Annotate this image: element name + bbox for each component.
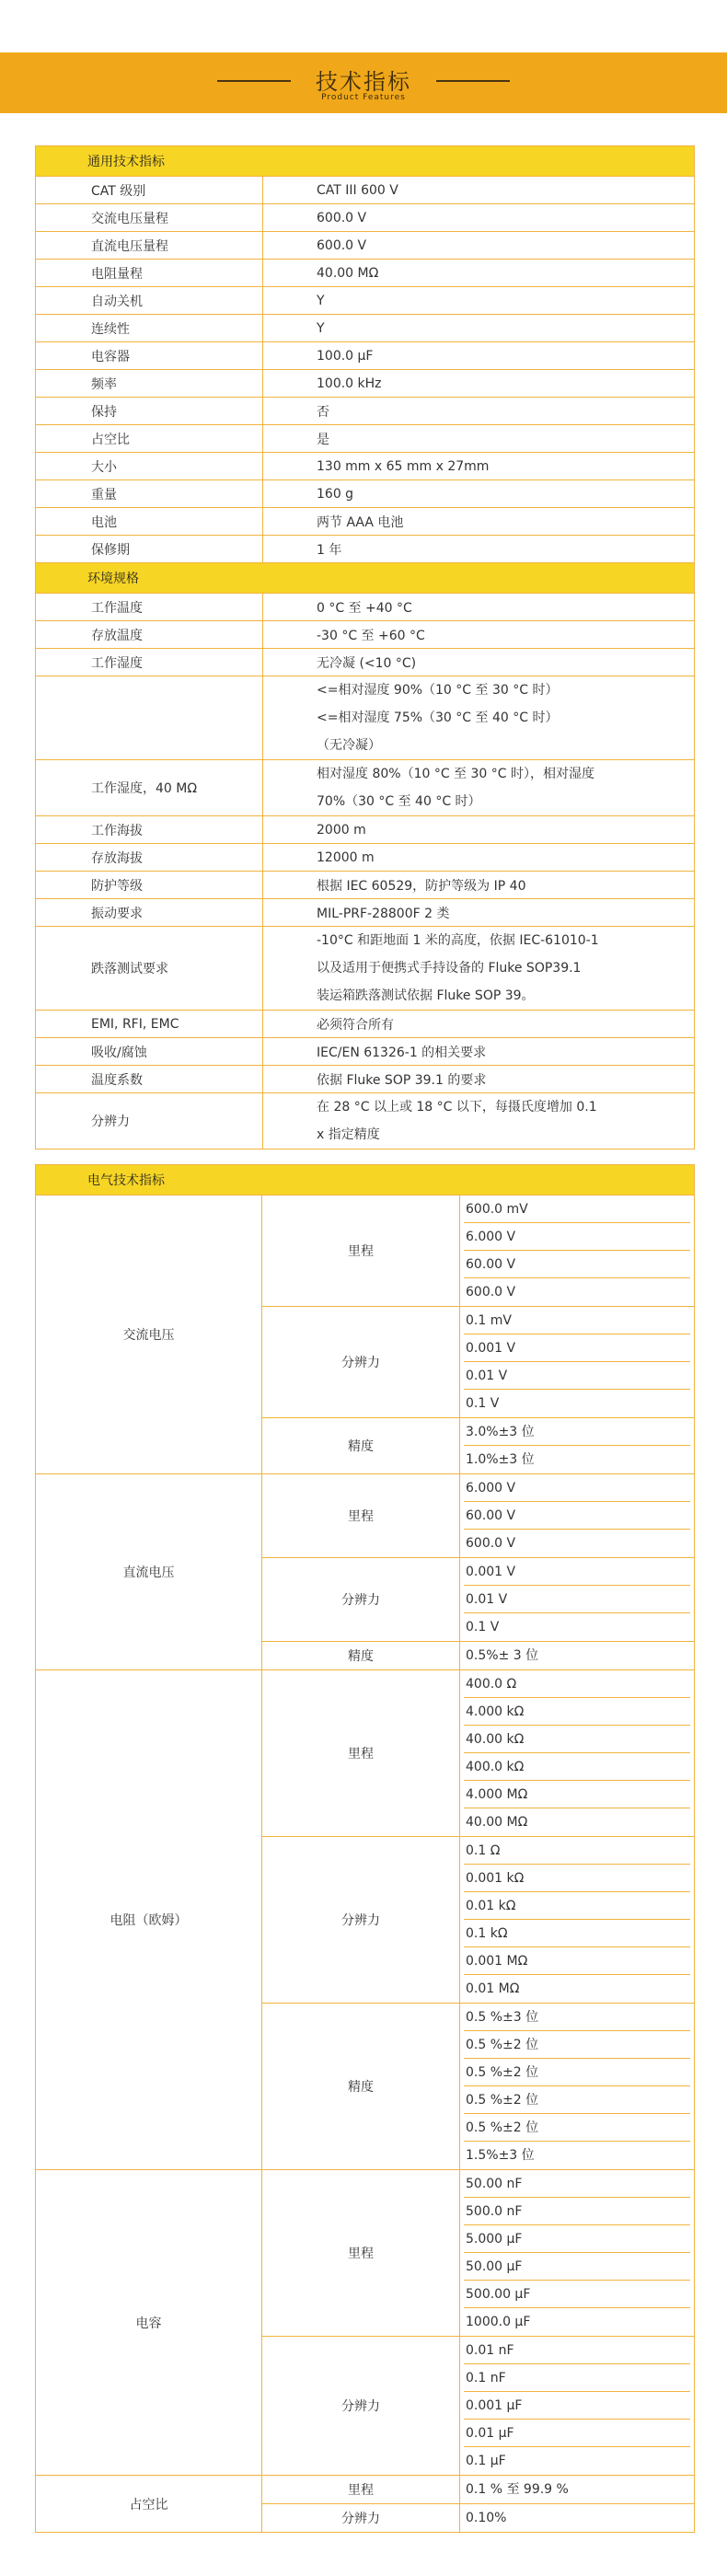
electrical-spec-row [36,1196,695,1307]
spec-value: 0.001 μF [464,2392,690,2420]
spec-value: 100.0 kHz [263,370,695,398]
spec-value: 0.01 μF [464,2420,690,2447]
general-spec-row [36,453,695,480]
spec-value: CAT III 600 V [263,177,695,204]
measurement-category: 占空比 [36,2476,262,2533]
spec-value-line: 以及适用于便携式手持设备的 Fluke SOP39.1 [317,961,582,976]
spec-value: 100.0 μF [263,342,695,370]
measurement-category: 电容 [36,2170,262,2476]
spec-parameter: 分辨力 [262,1558,460,1642]
spec-value: 5.000 μF [464,2225,690,2253]
spec-value: 根据 IEC 60529，防护等级为 IP 40 [263,872,695,899]
spec-value: 0.001 V [464,1334,690,1362]
spec-label: 占空比 [36,425,263,453]
spec-value: 6.000 V [464,1474,690,1502]
spec-value [263,1093,695,1149]
spec-value: 600.0 V [466,1285,516,1300]
environment-spec-row [36,1011,695,1038]
environment-spec-row [36,872,695,899]
spec-value: 0.01 V [464,1362,690,1390]
general-spec-row [36,342,695,370]
spec-value: 0.01 nF [464,2337,690,2364]
spec-value: 4.000 MΩ [464,1781,690,1808]
spec-value: 6.000 V [464,1223,690,1251]
spec-label: 温度系数 [36,1066,263,1093]
humidity-detail-row [36,676,695,760]
spec-value: 50.00 nF [464,2170,690,2198]
general-spec-row [36,315,695,342]
spec-value: 0.01 kΩ [464,1892,690,1920]
spec-label: 保修期 [36,536,263,563]
spec-label: 存放温度 [36,621,263,649]
spec-value: 160 g [263,480,695,508]
spec-value: 0.5 %±2 位 [464,2114,690,2142]
resolution-row [36,1093,695,1149]
spec-value: 400.0 Ω [464,1670,690,1698]
spec-label: 直流电压量程 [36,232,263,260]
electrical-section-title: 电气技术指标 [36,1165,695,1196]
spec-value-line: 相对湿度 80%（10 °C 至 30 °C 时），相对湿度 [317,767,594,781]
spec-value: 0.1 V [466,1620,500,1635]
general-spec-row [36,425,695,453]
electrical-spec-row [36,2170,695,2337]
spec-label: CAT 级别 [36,177,263,204]
spec-values [460,1642,695,1670]
spec-value: -30 °C 至 +60 °C [263,621,695,649]
spec-label: 电池 [36,508,263,536]
spec-value: 40.00 MΩ [466,1815,528,1830]
spec-value: 0.1 μF [466,2454,506,2468]
spec-value-line: （无冷凝） [317,738,381,753]
spec-value: 0.1 nF [464,2364,690,2392]
spec-value [263,927,695,1011]
spec-parameter: 分辨力 [262,2504,460,2533]
measurement-category: 交流电压 [36,1196,262,1474]
spec-value: 否 [263,398,695,425]
general-spec-row [36,204,695,232]
spec-label: 存放海拔 [36,844,263,872]
electrical-specs-table [35,1164,695,2533]
humidity-40mohm-row [36,760,695,816]
spec-value-line: 70%（30 °C 至 40 °C 时） [317,794,481,809]
spec-value: 500.00 μF [464,2281,690,2308]
spec-value: 0.1 mV [464,1307,690,1334]
spec-label: 电阻量程 [36,260,263,287]
spec-value: 0.001 MΩ [464,1947,690,1975]
general-specs-table [35,145,695,1149]
spec-label: 大小 [36,453,263,480]
environment-spec-row [36,621,695,649]
electrical-spec-row [36,1670,695,1837]
electrical-spec-row [36,1474,695,1558]
spec-value-line: x 指定精度 [317,1127,380,1142]
spec-label: 频率 [36,370,263,398]
general-section-header-title: 通用技术指标 [36,146,695,177]
spec-parameter: 精度 [262,2004,460,2170]
spec-values [460,2476,695,2504]
spec-value: 0.5 %±2 位 [464,2059,690,2086]
page-title: 技术指标 [316,69,411,95]
spec-value: 必须符合所有 [263,1011,695,1038]
spec-label: 跌落测试要求 [36,927,263,1011]
spec-value: Y [263,287,695,315]
electrical-section-header [36,1165,695,1196]
spec-parameter: 精度 [262,1418,460,1474]
header-banner [0,52,727,113]
spec-value: 0.001 V [464,1558,690,1586]
spec-value-line: <=相对湿度 75%（30 °C 至 40 °C 时） [317,710,559,725]
spec-value: 1.0%±3 位 [466,1452,535,1467]
general-spec-row [36,260,695,287]
spec-value: Y [263,315,695,342]
spec-value: 0.5 %±2 位 [464,2086,690,2114]
spec-value-line: -10°C 和距地面 1 米的高度，依据 IEC-61010-1 [317,933,599,948]
general-spec-row [36,232,695,260]
general-spec-row [36,536,695,563]
spec-parameter: 里程 [262,2476,460,2504]
spec-parameter: 里程 [262,1474,460,1558]
general-spec-row [36,287,695,315]
spec-value: 2000 m [263,816,695,844]
spec-label: 工作湿度，40 MΩ [36,760,263,816]
spec-label: 保持 [36,398,263,425]
spec-parameter: 里程 [262,1670,460,1837]
spec-value: 0.5%± 3 位 [466,1648,539,1663]
environment-spec-row [36,649,695,676]
electrical-spec-row [36,2476,695,2504]
spec-value: IEC/EN 61326-1 的相关要求 [263,1038,695,1066]
spec-value: 0.001 kΩ [464,1865,690,1892]
spec-value: 依据 Fluke SOP 39.1 的要求 [263,1066,695,1093]
spec-value [263,760,695,816]
spec-value: 0.1 kΩ [464,1920,690,1947]
spec-value: 0.01 MΩ [466,1981,520,1996]
general-spec-row [36,480,695,508]
spec-value [263,676,695,760]
spec-values [460,1474,695,1558]
spec-parameter: 分辨力 [262,2337,460,2476]
spec-values [460,1558,695,1642]
spec-value: 0.5 %±2 位 [464,2031,690,2059]
general-spec-row [36,398,695,425]
spec-label: 工作湿度 [36,649,263,676]
environment-spec-row [36,899,695,927]
spec-label: 重量 [36,480,263,508]
spec-value: 1000.0 μF [466,2315,531,2329]
spec-parameter: 里程 [262,1196,460,1307]
environment-spec-row [36,844,695,872]
spec-label: 工作温度 [36,594,263,621]
spec-values [460,1837,695,2004]
environment-section-header-title: 环境规格 [36,563,695,594]
spec-value: 无冷凝 (<10 °C) [263,649,695,676]
spec-value: 0.5 %±3 位 [464,2004,690,2031]
spec-label: 分辨力 [36,1093,263,1149]
spec-value: 1.5%±3 位 [466,2148,535,2163]
spec-label: 吸收/腐蚀 [36,1038,263,1066]
spec-label: 电容器 [36,342,263,370]
spec-values [460,1307,695,1418]
environment-spec-row [36,816,695,844]
spec-label: EMI, RFI, EMC [36,1011,263,1038]
spec-label: 自动关机 [36,287,263,315]
spec-value: 60.00 V [464,1251,690,1278]
spec-value: 12000 m [263,844,695,872]
spec-label: 连续性 [36,315,263,342]
environment-spec-row [36,1038,695,1066]
spec-values [460,2170,695,2337]
spec-value: 60.00 V [464,1502,690,1530]
spec-value: 600.0 V [263,232,695,260]
spec-value: 400.0 kΩ [464,1753,690,1781]
spec-value: 1 年 [263,536,695,563]
measurement-category: 电阻（欧姆） [36,1670,262,2170]
spec-values [460,1418,695,1474]
spec-value: 0.1 % 至 99.9 % [466,2482,569,2497]
spec-label: 工作海拔 [36,816,263,844]
spec-parameter: 精度 [262,1642,460,1670]
spec-value: 50.00 μF [464,2253,690,2281]
spec-value: 40.00 MΩ [263,260,695,287]
general-section-header [36,146,695,177]
spec-value: 40.00 kΩ [464,1726,690,1753]
spec-label: 振动要求 [36,899,263,927]
spec-value: 0 °C 至 +40 °C [263,594,695,621]
spec-parameter: 分辨力 [262,1307,460,1418]
spec-value: 130 mm x 65 mm x 27mm [263,453,695,480]
spec-value: 0.1 V [466,1396,500,1411]
environment-section-header [36,563,695,594]
general-spec-row [36,508,695,536]
page-subtitle: Product Features [321,93,406,102]
spec-value-line: 在 28 °C 以上或 18 °C 以下，每摄氏度增加 0.1 [317,1100,597,1115]
spec-values [460,2004,695,2170]
spec-values [460,2337,695,2476]
spec-value: 600.0 V [466,1536,516,1551]
environment-spec-row [36,1066,695,1093]
spec-values [460,1196,695,1307]
spec-parameter: 里程 [262,2170,460,2337]
spec-value: 0.1 Ω [464,1837,690,1865]
header-divider-right [436,80,510,82]
spec-value-line: 装运箱跌落测试依据 Fluke SOP 39。 [317,988,535,1003]
spec-value-line: <=相对湿度 90%（10 °C 至 30 °C 时） [317,683,559,698]
spec-value: 3.0%±3 位 [464,1418,690,1446]
drop-test-row [36,927,695,1011]
spec-values [460,1670,695,1837]
spec-parameter: 分辨力 [262,1837,460,2004]
spec-value: 0.10% [466,2511,507,2525]
measurement-category: 直流电压 [36,1474,262,1670]
spec-value: 500.0 nF [464,2198,690,2225]
spec-value: MIL-PRF-28800F 2 类 [263,899,695,927]
spec-values [460,2504,695,2533]
environment-spec-row [36,594,695,621]
spec-value: 600.0 V [263,204,695,232]
spec-value: 两节 AAA 电池 [263,508,695,536]
general-spec-row [36,177,695,204]
spec-label [36,676,263,760]
spec-label: 防护等级 [36,872,263,899]
spec-value: 600.0 mV [464,1196,690,1223]
spec-value: 4.000 kΩ [464,1698,690,1726]
spec-label: 交流电压量程 [36,204,263,232]
spec-value: 是 [263,425,695,453]
spec-value: 0.01 V [464,1586,690,1613]
general-spec-row [36,370,695,398]
